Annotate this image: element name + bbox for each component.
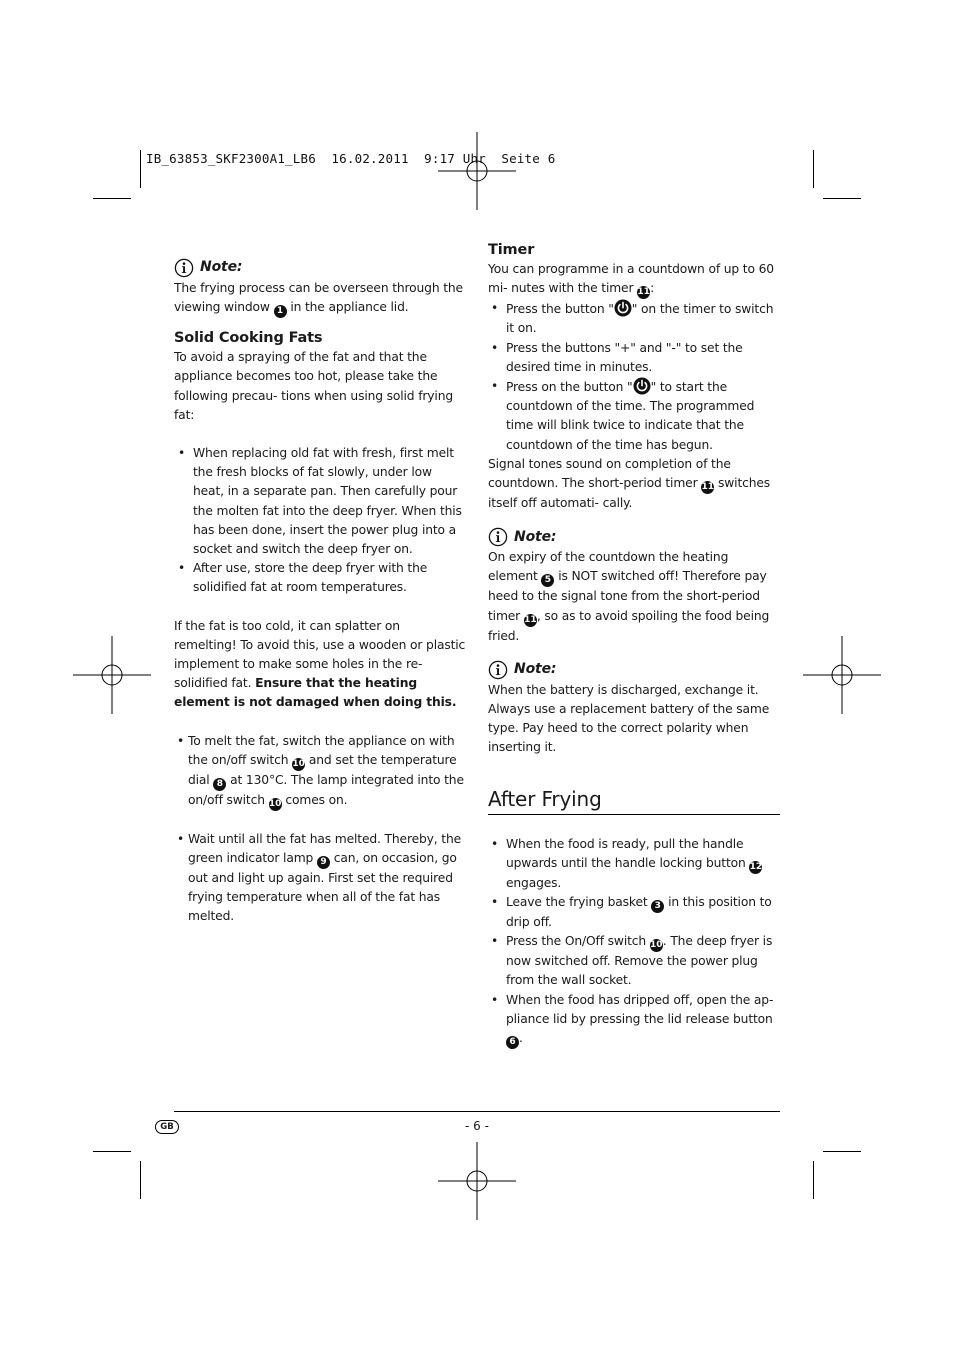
timer-intro: You can programme in a countdown of up to 60 mi- nutes with the timer 11: — [488, 262, 774, 298]
note-heading — [488, 659, 780, 681]
part-number-badge: 11 — [637, 287, 650, 298]
list-item: • When the food is ready, pull the handle upwards until the handle locking button 12 engages. — [488, 835, 780, 893]
part-number-badge: 8 — [213, 778, 226, 791]
note-title: Note: — [200, 259, 243, 276]
list-item: • When replacing old fat with fresh, first melt the fresh blocks of fat slowly, under low heat, in a separate pan. Then carefully pour the molten fat into the deep fryer. When this has been done, insert the power plug into a socket and switch the deep fryer on. — [175, 444, 466, 559]
info-icon — [488, 527, 508, 547]
part-number-badge: 3 — [651, 900, 664, 913]
info-icon — [174, 258, 194, 278]
info-icon — [488, 660, 508, 680]
print-slug: IB_63853_SKF2300A1_LB6 16.02.2011 9:17 Uhr Seite 6 — [146, 151, 556, 166]
section-heading-after-frying: After Frying — [488, 786, 780, 815]
list-item: • After use, store the deep fryer with the solidified fat at room temperatures. — [175, 559, 466, 597]
part-number-badge: 1 — [274, 305, 287, 318]
note-paragraph: When the battery is discharged, exchange it. Always use a replacement battery of the same type. Pay heed to the correct polarity when inserting it. — [488, 682, 770, 755]
note-heading — [488, 526, 780, 548]
note-title: Note: — [514, 528, 557, 545]
crop-mark — [823, 1151, 861, 1152]
crop-mark — [140, 1161, 141, 1199]
country-badge: GB — [155, 1120, 179, 1134]
power-icon — [633, 377, 651, 395]
power-icon — [614, 299, 632, 317]
list-item: • To melt the fat, switch the appliance on with the on/off switch 10 and set the temperature dial 8 at 130°C. The lamp integrated into the on/off switch 10 comes on. — [174, 732, 466, 811]
crop-mark — [93, 1151, 131, 1152]
note-heading — [174, 257, 466, 279]
list-item: • Press on the button " " to start the countdown of the time. The programmed time will blink twice to indicate that the countdown of the time has begun. — [488, 377, 780, 455]
crop-mark — [813, 150, 814, 188]
list-item: • Leave the frying basket 3 in this position to drip off. — [488, 893, 780, 932]
part-number-badge: 11 — [701, 482, 715, 493]
crop-mark — [93, 198, 131, 199]
page-number: - 6 - — [465, 1119, 489, 1133]
part-number-badge: 10 — [268, 798, 282, 809]
right-column — [488, 240, 780, 1049]
list-item: • Wait until all the fat has melted. Thereby, the green indicator lamp 9 can, on occasion, go out and light up again. First set the required frying temperature when all of the fat has melted. — [174, 830, 466, 927]
crop-mark — [140, 150, 141, 188]
signal-paragraph: Signal tones sound on completion of the countdown. The short-period timer 11 switches itself off automati- cally. — [488, 456, 771, 511]
registration-mark-bottom — [438, 1142, 516, 1220]
note-title: Note: — [514, 661, 557, 678]
list-item: • Press the buttons "+" and "-" to set the desired time in minutes. — [488, 339, 780, 377]
part-number-badge: 9 — [317, 856, 330, 869]
part-number-badge: 6 — [506, 1036, 519, 1049]
warning-text: Ensure that the heating element is not damaged when doing this. — [174, 676, 457, 710]
part-number-badge: 10 — [650, 940, 663, 951]
section-heading-timer: Timer — [488, 242, 535, 258]
part-number-badge: 10 — [292, 758, 305, 769]
cold-fat-paragraph: If the fat is too cold, it can splatter on remelting! To avoid this, use a wooden or plastic implement to make some holes in the re-solidified fat. Ensure that the heating element is not damaged when doing this. — [174, 618, 466, 710]
note-paragraph: On expiry of the countdown the heating element 5 is NOT switched off! Therefore pay heed to the signal tone from the short-period timer 11, so as to avoid spoiling the food being fried. — [488, 550, 770, 643]
crop-mark — [823, 198, 861, 199]
left-column — [174, 257, 466, 927]
footer-divider — [174, 1111, 780, 1112]
section-heading-solid-fats: Solid Cooking Fats — [174, 330, 323, 347]
crop-mark — [813, 1161, 814, 1199]
registration-mark-left — [73, 636, 151, 714]
list-item: • Press the button " " on the timer to switch it on. — [488, 299, 780, 338]
list-item: • When the food has dripped off, open the ap- pliance lid by pressing the lid release button 6 . — [488, 991, 780, 1049]
part-number-badge: 12 — [749, 861, 763, 872]
solid-intro: To avoid a spraying of the fat and that the appliance becomes too hot, please take the following precau- tions when using solid frying fat: — [174, 350, 454, 422]
part-number-badge: 5 — [541, 574, 554, 587]
list-item: • Press the On/Off switch 10. The deep fryer is now switched off. Remove the power plug from the wall socket. — [488, 932, 780, 990]
note-paragraph: The frying process can be overseen through the viewing window 1 in the appliance lid. — [174, 281, 463, 317]
registration-mark-right — [803, 636, 881, 714]
part-number-badge: 11 — [524, 614, 537, 625]
registration-mark-top — [438, 132, 516, 210]
